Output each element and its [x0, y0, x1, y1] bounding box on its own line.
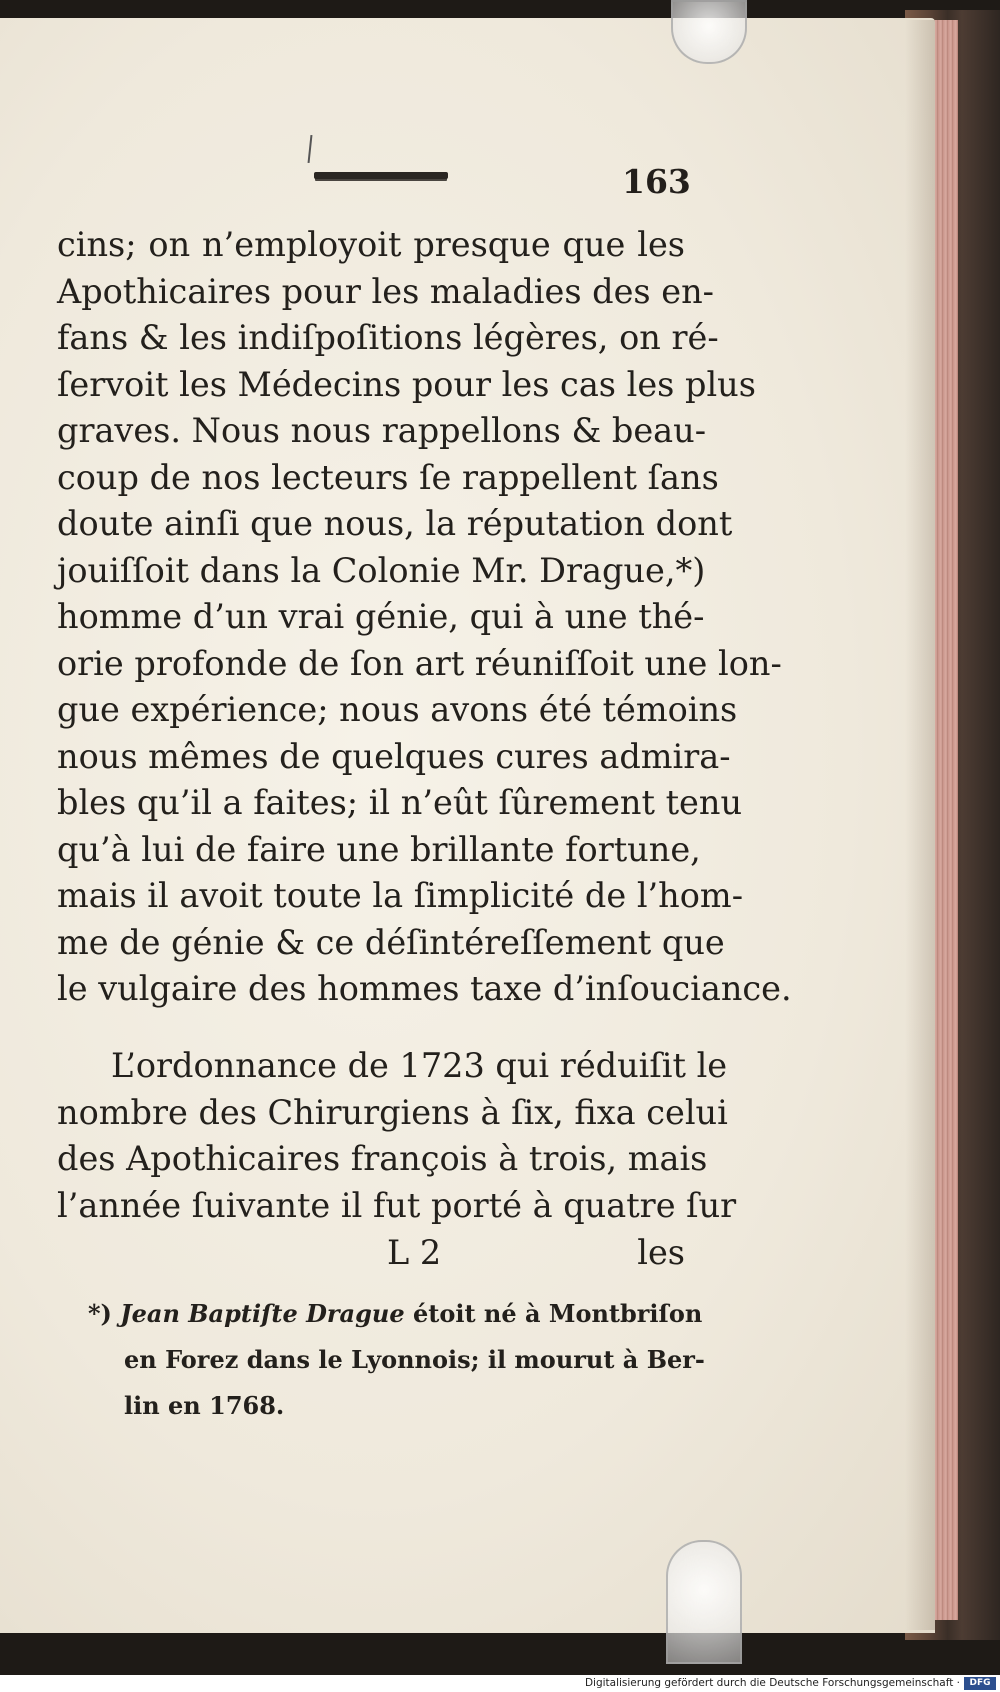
text-line: bles qu’il a faites; il n’eût ſûrement tenu — [57, 783, 743, 822]
text-line: doute ainſi que nous, la réputation dont — [57, 504, 733, 543]
text-line: me de génie & ce déſintéreſſement que — [57, 922, 725, 962]
dfg-logo: DFG — [964, 1677, 996, 1690]
footnote — [88, 1291, 705, 1429]
catch-line — [57, 1233, 685, 1273]
text-line: gue expérience; nous avons été témoins — [57, 690, 738, 729]
credit-bar — [0, 1675, 1000, 1692]
header-rule — [314, 172, 448, 179]
page-number: 163 — [622, 162, 691, 201]
text-line: coup de nos lecteurs ſe rappellent ſans — [57, 457, 719, 497]
page-gutter-shadow — [905, 20, 935, 1630]
text-line: le vulgaire des hommes taxe d’inſouciance. — [57, 969, 792, 1008]
footnote-text: étoit né à Montbriſon — [412, 1299, 703, 1328]
text-line: nous mêmes de quelques cures admira- — [57, 736, 731, 776]
credit-text: Digitalisierung gefördert durch die Deutsche Forschungsgemeinschaft · — [584, 1677, 960, 1689]
signature-mark: L 2 — [387, 1233, 442, 1272]
footnote-marker: *) — [88, 1299, 112, 1328]
footnote-line: en Forez dans le Lyonnois; il mourut à Ber- — [124, 1345, 705, 1374]
text-line: jouiſſoit dans la Colonie Mr. Drague,*) — [57, 550, 706, 590]
text-line: mais il avoit toute la ſimplicité de l’hom- — [57, 876, 744, 915]
text-line: qu’à lui de faire une brillante fortune, — [57, 829, 701, 869]
footnote-line — [88, 1291, 703, 1337]
page-clip-bottom — [666, 1540, 742, 1664]
footnote-line: lin en 1768. — [124, 1391, 285, 1420]
text-line: cins; on n’employoit presque que les — [57, 225, 685, 264]
text-line: ſervoit les Médecins pour les cas les plus — [57, 364, 756, 404]
footnote-name: Jean Baptiſte Drague — [120, 1299, 405, 1328]
paragraph-2 — [57, 1043, 737, 1229]
text-line: l’année ſuivante il fut porté à quatre ſur — [57, 1185, 737, 1225]
text-line: L’ordonnance de 1723 qui réduiſit le — [111, 1046, 728, 1085]
text-line: homme d’un vrai génie, qui à une thé- — [57, 597, 705, 636]
catchword: les — [637, 1233, 685, 1272]
text-line: des Apothicaires françois à trois, mais — [57, 1139, 708, 1178]
text-line: orie profonde de ſon art réuniſſoit une lon- — [57, 643, 782, 683]
text-line: graves. Nous nous rappellons & beau- — [57, 411, 707, 450]
paragraph-1 — [57, 222, 792, 1013]
text-line: fans & les indiſpoſitions légères, on ré- — [57, 318, 719, 357]
text-line: nombre des Chirurgiens à ſix, fixa celui — [57, 1092, 728, 1132]
text-line: Apothicaires pour les maladies des en- — [57, 271, 714, 311]
